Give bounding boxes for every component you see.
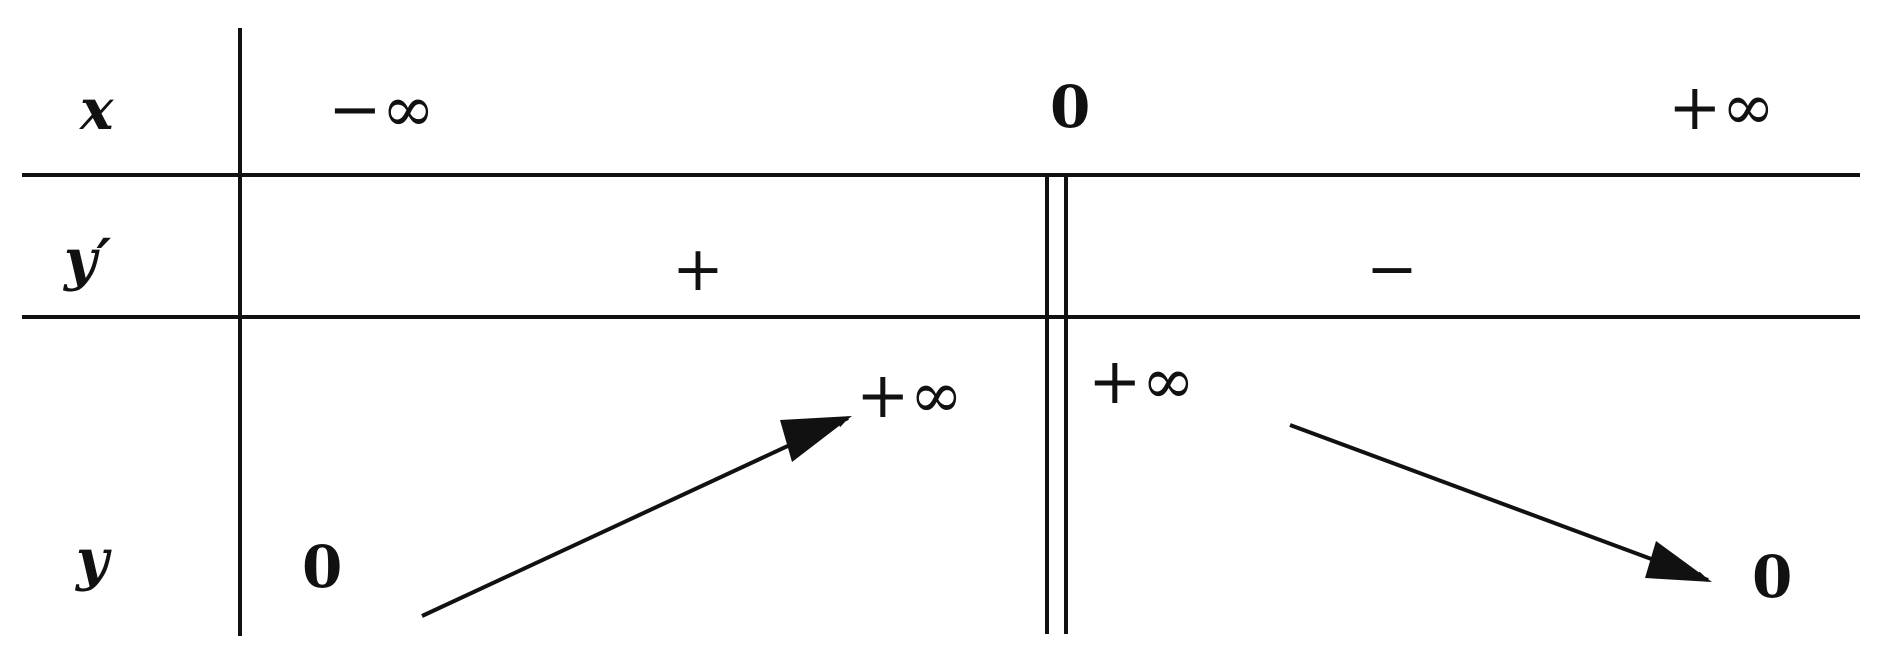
increasing-arrow — [422, 418, 848, 616]
decreasing-arrowhead — [1645, 541, 1712, 582]
y-left-start-value: 0 — [302, 533, 343, 601]
row-label-yprime: y′ — [64, 227, 112, 293]
y-right-end-value: 0 — [1752, 543, 1793, 611]
yprime-sign-negative: − — [1366, 232, 1418, 305]
x-value-minus-infinity: −∞ — [328, 73, 435, 147]
decreasing-arrow — [1290, 425, 1708, 580]
y-right-start-value: +∞ — [1088, 345, 1195, 419]
yprime-sign-positive: + — [672, 232, 724, 305]
row-label-y: y — [76, 527, 109, 593]
x-value-plus-infinity: +∞ — [1668, 71, 1775, 145]
y-left-end-value: +∞ — [856, 359, 963, 433]
increasing-arrowhead — [780, 416, 852, 462]
x-value-zero: 0 — [1050, 73, 1091, 141]
row-label-x: x — [80, 77, 114, 143]
